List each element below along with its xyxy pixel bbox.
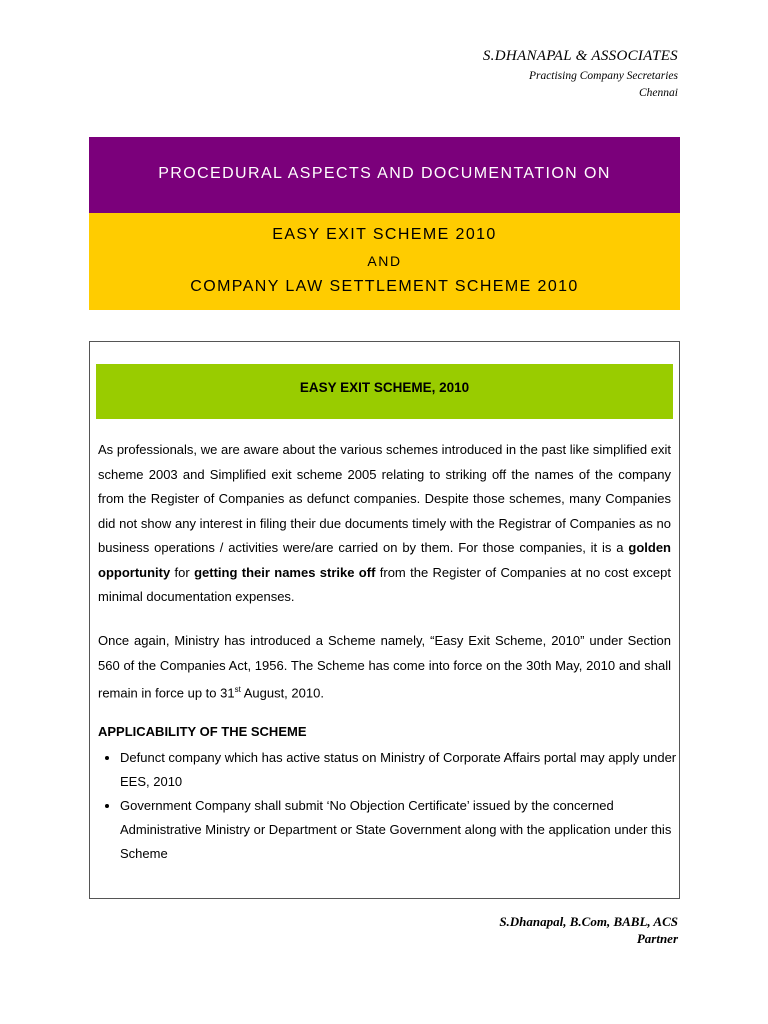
firm-name: S.DHANAPAL & ASSOCIATES	[482, 48, 678, 64]
applicability-list	[98, 746, 693, 866]
firm-city: Chennai	[639, 87, 678, 99]
list-item: • Defunct company which has active status on Ministry of Corporate Affairs portal may apply under EES, 2010	[120, 746, 693, 794]
subtitle-easy-exit: EASY EXIT SCHEME 2010	[272, 226, 497, 243]
signature-block	[499, 913, 678, 947]
emphasis-strike-off: getting their names strike off	[194, 564, 376, 580]
signatory-name: S.Dhanapal, B.Com, BABL, ACS	[499, 914, 678, 929]
document-title: PROCEDURAL ASPECTS AND DOCUMENTATION ON	[158, 165, 611, 182]
title-band-yellow	[89, 213, 680, 310]
emphasis-golden-opportunity: golden opportunity	[98, 540, 671, 580]
subtitle-and: AND	[367, 253, 402, 269]
firm-tagline: Practising Company Secretaries	[528, 70, 678, 82]
content-box	[89, 341, 680, 899]
section-title-bar	[96, 364, 673, 419]
signatory-role: Partner	[636, 931, 678, 946]
scheme-paragraph: Once again, Ministry has introduced a Scheme namely, “Easy Exit Scheme, 2010” under Section 560 of the Companies Act, 1956. The Scheme has come into force on the 30th May, 2010 and shall remain in force up to 31st August, 2010.	[98, 633, 671, 701]
subtitle-clss: COMPANY LAW SETTLEMENT SCHEME 2010	[190, 278, 579, 295]
title-band-purple	[89, 137, 680, 213]
section-title: EASY EXIT SCHEME, 2010	[299, 380, 470, 395]
intro-paragraph: As professionals, we are aware about the various schemes introduced in the past like simplified exit scheme 2003 and Simplified exit scheme 2005 relating to striking off the names of the company from the Register of Companies as defunct companies. Despite those schemes, many Companies did not show any interest in filing their due documents timely with the Registrar of Companies as no business operations / activities were/are carried on by them. For those companies, it is a golden opportunity for getting their names strike off from the Register of Companies at no cost except minimal documentation expenses.	[98, 442, 672, 604]
applicability-heading: APPLICABILITY OF THE SCHEME	[98, 724, 307, 739]
list-item: • Government Company shall submit ‘No Objection Certificate’ issued by the concerned Administrative Ministry or Department or State Government along with the application under this Scheme	[120, 794, 693, 866]
firm-header	[483, 48, 678, 102]
